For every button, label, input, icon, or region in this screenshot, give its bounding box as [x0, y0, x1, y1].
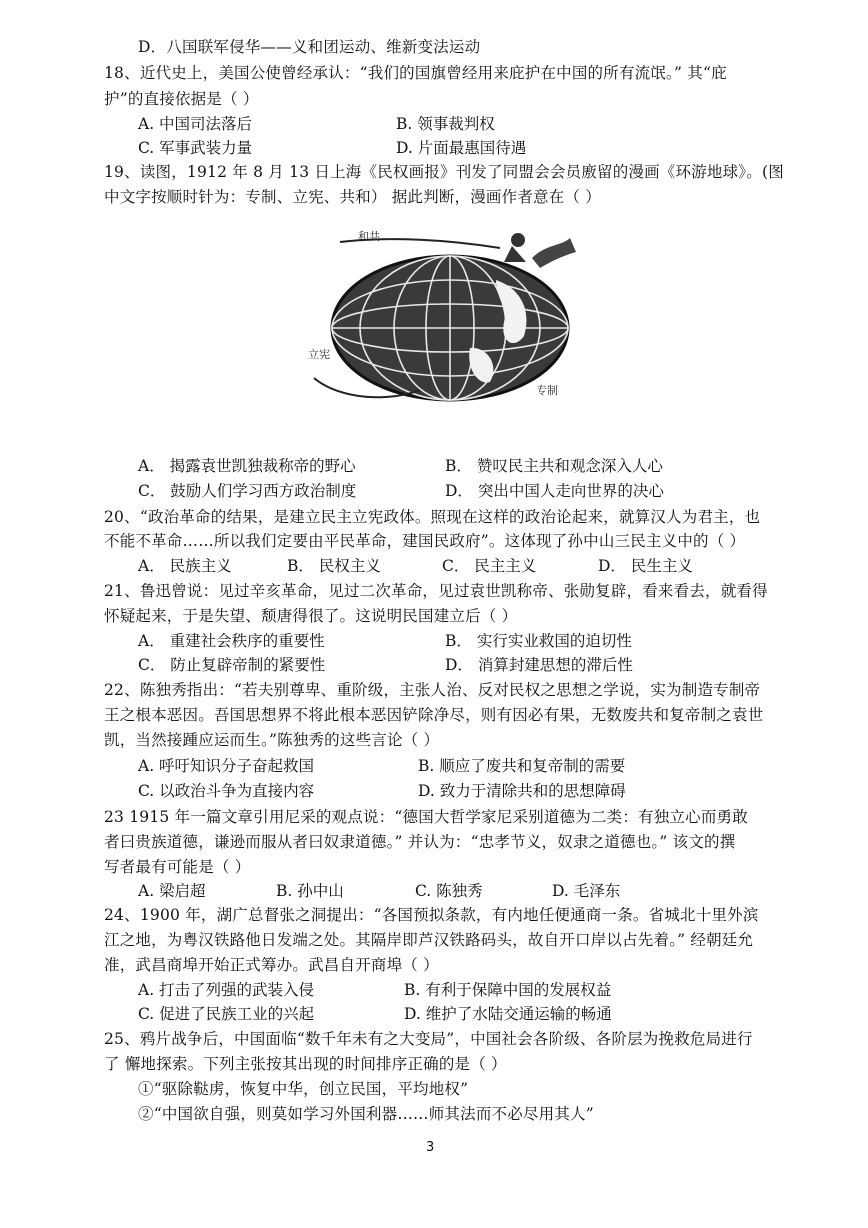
q24-stem-3: 准，武昌商埠开始正式筹办。武昌自开商埠（ ）	[104, 956, 439, 974]
q19-option-c: C． 鼓励人们学习西方政治制度	[138, 482, 357, 500]
q18-option-b: B. 领事裁判权	[396, 115, 495, 133]
q20-stem-2: 不能不革命……所以我们定要由平民革命，建国民政府”。这体现了孙中山三民主义中的（ ）	[104, 532, 746, 550]
q22-stem-3: 凯，当然接踵应运而生。”陈独秀的这些言论（ ）	[104, 731, 440, 749]
q22-option-a: A. 呼吁知识分子奋起救国	[138, 757, 315, 775]
q17-option-d: D．八国联军侵华——义和团运动、维新变法运动	[138, 38, 481, 56]
q18-option-d: D. 片面最惠国待遇	[396, 139, 527, 157]
q24-option-d: D. 维护了水陆交通运输的畅通	[404, 1005, 612, 1023]
q18-stem-1: 18、近代史上，美国公使曾经承认：“我们的国旗曾经用来庇护在中国的所有流氓。” 其“庇	[104, 64, 727, 82]
page-number: 3	[426, 1140, 435, 1155]
q22-stem-2: 王之根本恶因。吾国思想界不将此根本恶因铲除净尽，则有因必有果，无数废共和复帝制之袁世	[104, 706, 764, 724]
q20-option-c: C． 民主主义	[442, 557, 537, 575]
q19-stem-1: 19、读图，1912 年 8 月 13 日上海《民权画报》刊发了同盟会会员廒留的漫画《环游地球》。(图	[104, 163, 784, 181]
q25-item-1: ①“驱除鞑虏，恢复中华，创立民国，平均地权”	[138, 1080, 469, 1098]
q23-stem-1: 23 1915 年一篇文章引用尼采的观点说：“德国大哲学家尼采别道德为二类：有独立心而勇敢	[104, 808, 748, 826]
q19-stem-2: 中文字按顺时针为：专制、立宪、共和） 据此判断，漫画作者意在（ ）	[104, 188, 601, 206]
q18-stem-2: 护”的直接依据是（ ）	[104, 90, 259, 108]
q23-option-c: C. 陈独秀	[415, 882, 483, 900]
q24-option-b: B. 有利于保障中国的发展权益	[404, 981, 612, 999]
label-lixian: 立宪	[308, 348, 330, 361]
q18-option-c: C. 军事武装力量	[138, 139, 253, 157]
q24-option-c: C. 促进了民族工业的兴起	[138, 1005, 315, 1023]
q20-option-b: B． 民权主义	[287, 557, 381, 575]
q21-stem-1: 21、鲁迅曾说：见过辛亥革命，见过二次革命，见过袁世凯称帝、张勋复辟，看来看去，就看得	[104, 582, 768, 600]
q20-stem-1: 20、“政治革命的结果，是建立民主立宪政体。照现在这样的政治论起来，就算汉人为君主，也	[104, 508, 761, 526]
q24-stem-1: 24、1900 年，湖广总督张之洞提出：“各国预拟条款，有内地任便通商一条。省城北十里外滨	[104, 906, 759, 924]
q21-option-d: D． 消算封建思想的滞后性	[445, 656, 633, 674]
q24-stem-2: 江之地，为粤汉铁路他日发端之处。其隔岸即芦汉铁路码头，故自开口岸以占先着。” 经朝廷允	[104, 931, 754, 949]
q24-option-a: A. 打击了列强的武装入侵	[138, 981, 315, 999]
q22-option-b: B. 顺应了废共和复帝制的需要	[418, 757, 626, 775]
label-zhuanzhi: 专制	[536, 384, 558, 397]
q23-option-d: D. 毛泽东	[552, 882, 621, 900]
q25-item-2: ②“中国欲自强，则莫如学习外国利器……师其法而不必尽用其人”	[138, 1105, 594, 1123]
q25-stem-1: 25、鸦片战争后，中国面临“数千年未有之大变局”，中国社会各阶级、各阶层为挽救危局进行	[104, 1030, 753, 1048]
q23-option-b: B. 孙中山	[276, 882, 344, 900]
q19-option-a: A． 揭露袁世凯独裁称帝的野心	[138, 457, 356, 475]
cartoon-globe-image	[300, 218, 590, 408]
q21-option-c: C． 防止复辟帝制的紧要性	[138, 656, 326, 674]
q23-stem-2: 者曰贵族道德，谦逊而服从者曰奴隶道德。” 并认为：“忠孝节义，奴隶之道德也。” 该文的撰	[104, 833, 736, 851]
q21-option-a: A． 重建社会秩序的重要性	[138, 632, 325, 650]
q21-option-b: B． 实行实业救国的迫切性	[445, 632, 632, 650]
q23-option-a: A. 梁启超	[138, 882, 206, 900]
label-gonghe: 和共	[358, 230, 380, 243]
q20-option-a: A． 民族主义	[138, 557, 232, 575]
q22-option-c: C. 以政治斗争为直接内容	[138, 782, 315, 800]
q18-option-a: A. 中国司法落后	[138, 115, 253, 133]
q20-option-d: D． 民生主义	[598, 557, 693, 575]
q25-stem-2: 了 懈地探索。下列主张按其出现的时间排序正确的是（ ）	[104, 1055, 507, 1073]
q23-stem-3: 写者最有可能是（ ）	[104, 858, 251, 876]
q21-stem-2: 怀疑起来，于是失望、颓唐得很了。这说明民国建立后（ ）	[104, 607, 518, 625]
q22-option-d: D. 致力于清除共和的思想障碍	[418, 782, 626, 800]
q19-option-b: B． 赞叹民主共和观念深入人心	[445, 457, 663, 475]
q22-stem-1: 22、陈独秀指出：“若夫别尊卑、重阶级，主张人治、反对民权之思想之学说，实为制造专制帝	[104, 681, 761, 699]
q19-option-d: D． 突出中国人走向世界的决心	[445, 482, 664, 500]
